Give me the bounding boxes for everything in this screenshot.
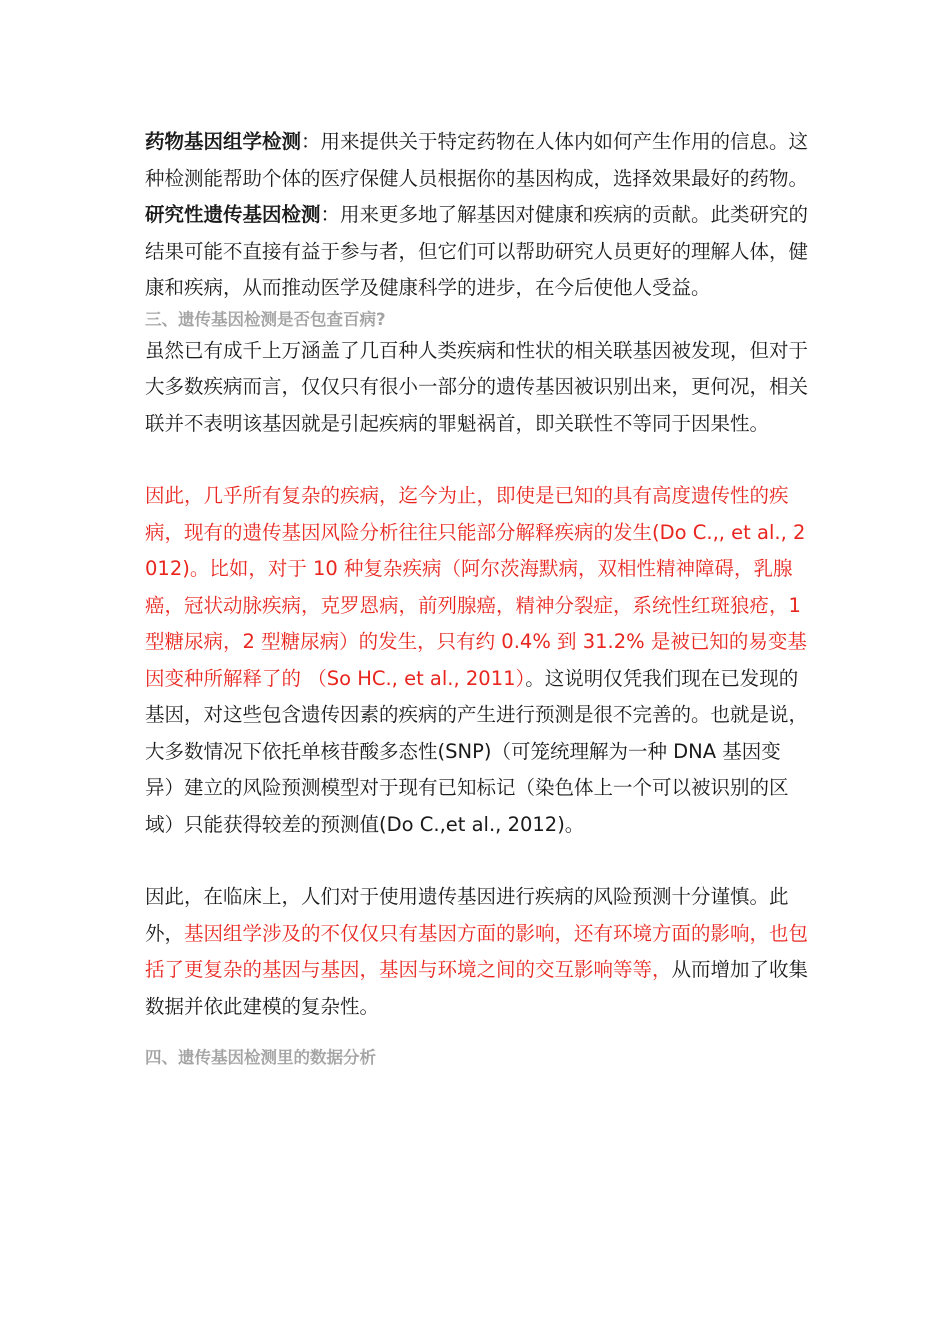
highlighted-text: 基因组学涉及的不仅仅只有基因方面的影响，还有环境方面的影响，也包括了更复杂的基因与基因，基因与环境之间的交互影响等等， <box>145 921 809 981</box>
term-research-testing: 研究性遗传基因检测 <box>145 203 321 226</box>
paragraph-pharmacogenomics <box>145 124 810 197</box>
spacer <box>145 1025 810 1045</box>
normal-text: 。这说明仅凭我们现在已发现的基因，对这些包含遗传因素的疾病的产生进行预测是很不完善的。也就是说，大多数情况下依托单核苷酸多态性(SNP)（可笼统理解为一种 DNA 基因变异）建立的风险预测模型对于现有已知标记（染色体上一个可以被识别的区域）只能获得较差的预测值(Do C.,et al., 2012)。 <box>145 666 809 836</box>
highlighted-text: 因此，几乎所有复杂的疾病，迄今为止，即使是已知的具有高度遗传性的疾病，现有的遗传基因风险分析往往只能部分解释疾病的发生(Do C.,, et al., 2012)。比如，对于 10 种复杂疾病（阿尔茨海默病，双相性精神障碍，乳腺癌，冠状动脉疾病，克罗恩病，前列腺癌，精神分裂症，系统性红斑狼疮，1 型糖尿病，2 型糖尿病）的发生，只有约 0.4% 到 31.2% 是被已知的易变基因变种所解释了的 （So HC., et al., 2011） <box>145 484 807 690</box>
term-pharmacogenomics: 药物基因组学检测 <box>145 130 302 153</box>
paragraph-complex-diseases <box>145 478 810 843</box>
document-body <box>145 124 810 1071</box>
term-colon: ： <box>320 203 341 226</box>
pharmacogenomics-text: 用来提供关于特定药物在人体内如何产生作用的信息。这种检测能帮助个体的医疗保健人员根据你的基因构成，选择效果最好的药物。 <box>145 130 809 190</box>
paragraph-research-testing <box>145 197 810 307</box>
normal-text: 从而增加了收集数据并依此建模的复杂性。 <box>145 958 809 1018</box>
blank-line <box>145 843 810 879</box>
term-colon: ： <box>301 130 321 153</box>
paragraph-clinical-caution <box>145 879 810 1025</box>
section-heading-4: 四、遗传基因检测里的数据分析 <box>145 1048 376 1067</box>
research-testing-text: 用来更多地了解基因对健康和疾病的贡献。此类研究的结果可能不直接有益于参与者，但它们可以帮助研究人员更好的理解人体，健康和疾病，从而推动医学及健康科学的进步，在今后使他人受益。 <box>145 203 809 299</box>
blank-line <box>145 442 810 478</box>
section-heading-3: 三、遗传基因检测是否包查百病? <box>145 309 386 329</box>
paragraph-association: 虽然已有成千上万涵盖了几百种人类疾病和性状的相关联基因被发现，但对于大多数疾病而言，仅仅只有很小一部分的遗传基因被识别出来，更何况，相关联并不表明该基因就是引起疾病的罪魁祸首，即关联性不等同于因果性。 <box>145 338 809 435</box>
normal-text: 因此，在临床上，人们对于使用遗传基因进行疾病的风险预测十分谨慎。此外， <box>145 885 789 945</box>
